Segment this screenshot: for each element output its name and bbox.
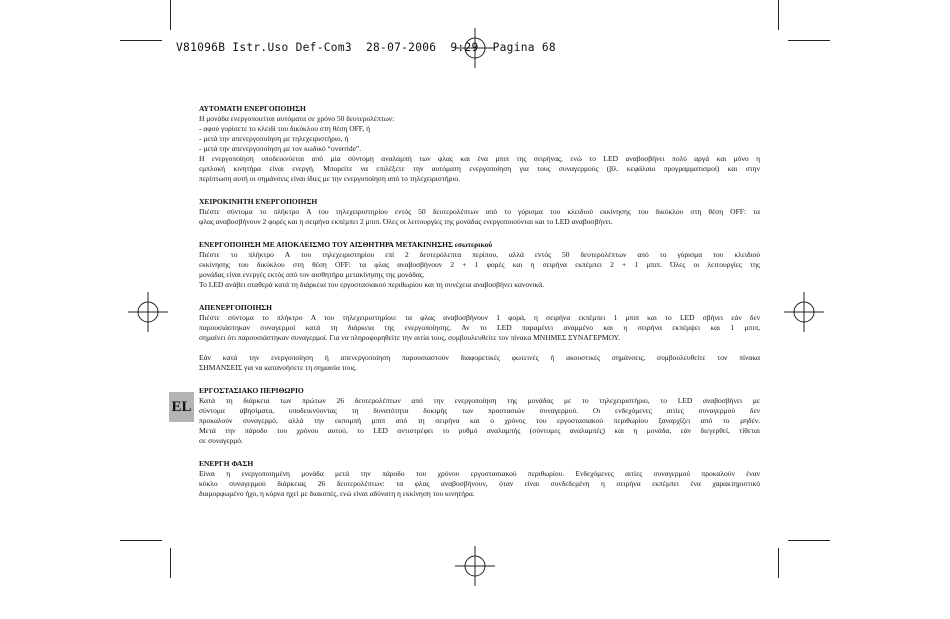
- text-line: Εάν κατά την ενεργοποίηση ή απενεργοποίηση παρουσιαστούν διαφορετικές φωτεινές ή ακουστικές σημάνσεις, συμβουλευθείτε τον πίνακα: [199, 353, 760, 362]
- registration-mark-bottom: [455, 546, 495, 586]
- section-title: ΕΝΕΡΓΗ ΦΑΣΗ: [199, 459, 254, 468]
- text-line: περίπτωση αυτή οι σημάνσεις είναι ίδιες με την ενεργοποίηση από το τηλεχειριστήριο.: [199, 174, 461, 183]
- crop-mark-bottom-right-h: [788, 540, 830, 541]
- crop-mark-bottom-left-v: [170, 548, 171, 578]
- text-line: σημαίνει ότι παρουσιάστηκαν συναγερμοί. Για να πληροφορηθείτε την αιτία τους, συμβουλευθείτε τον πίνακα ΜΝΗΜΕΣ ΣΥΝΑΓΕΡΜΟΥ.: [199, 333, 620, 342]
- section-deactivation: [199, 303, 760, 373]
- document-body: [199, 104, 760, 512]
- text-line: Πιέστε σύντομα το πλήκτρο A του τηλεχειριστηρίου εντός 50 δευτερολέπτων από το γύρισμα του κλειδιού εκκίνησης του δικύκλου στη θέση OFF: τα: [199, 207, 760, 216]
- text-line: Η ενεργοποίηση υποδεικνύεται από μία σύντομη αναλαμπή των φλας και ένα μπιπ της σειρήνας, ενώ το LED αναβοσβήνει πολύ αργά και μόνο η: [199, 154, 760, 163]
- text-line: κύκλο συναγερμού διάρκειας 26 δευτερολέπτων: τα φλας αναβοσβήνουν, όταν είναι συνδεδεμένη η σειρήνα εκπέμπει ένα χαρακτηριστικό: [199, 479, 760, 488]
- section-factory-margin: [199, 386, 760, 446]
- language-tab: EL: [169, 392, 194, 422]
- text-line: Το LED ανάβει σταθερά κατά τη διάρκεια του εργοστασιακού περιθωρίου και τη συνέχεια αναβοσβήνει κανονικά.: [199, 280, 545, 289]
- section-title: ΑΥΤΟΜΑΤΗ ΕΝΕΡΓΟΠΟΙΗΣΗ: [199, 104, 306, 113]
- registration-mark-left: [128, 292, 168, 332]
- section-title: ΕΝΕΡΓΟΠΟΙΗΣΗ ΜΕ ΑΠΟΚΛΕΙΣΜΟ ΤΟΥ ΑΙΣΘΗΤΗΡΑ ΜΕΤΑΚΙΝΗΣΗΣ εσωτερικού: [199, 240, 493, 249]
- text-line: Πιέστε σύντομα το πλήκτρο A του τηλεχειριστηρίου: τα φλας αναβοσβήνουν 1 φορά, η σειρήνα εκπέμπει 1 μπιπ και το LED σβήνει εάν δεν: [199, 313, 760, 322]
- text-line: μονάδας είναι ενεργές εκτός από τον αισθητήρα μετακίνησης της μονάδας.: [199, 270, 425, 279]
- spacer: [199, 343, 760, 353]
- text-line: Κατά τη διάρκεια των πρώτων 26 δευτερολέπτων από την ενεργοποίηση της μονάδας με το τηλεχειριστήριο, το LED αναβοσβήνει με: [199, 396, 760, 405]
- text-line: Η μονάδα ενεργοποιείται αυτόματα σε χρόνο 50 δευτερολέπτων:: [199, 114, 395, 123]
- crop-mark-bottom-right-v: [778, 548, 779, 578]
- text-line: ΣΗΜΑΝΣΕΙΣ για να κατανοήσετε τη σημασία τους.: [199, 363, 358, 372]
- list-item: - μετά την απενεργοποίηση με τηλεχειριστήριο, ή: [199, 134, 349, 143]
- text-line: Είναι η ενεργοποιημένη μονάδα μετά την πάροδο του χρόνου εργοστασιακού περιθωρίου. Ενδεχόμενες αιτίες συναγερμού προκαλούν έναν: [199, 469, 760, 478]
- list-item: - μετά την απενεργοποίηση με τον κωδικό “override”.: [199, 144, 362, 153]
- list-item: - αφού γυρίσετε το κλειδί του δικύκλου στη θέση OFF, ή: [199, 124, 371, 133]
- section-title: ΑΠΕΝΕΡΓΟΠΟΙΗΣΗ: [199, 303, 273, 312]
- crop-mark-top-left-h: [120, 40, 162, 41]
- registration-mark-right: [784, 292, 824, 332]
- section-title: ΕΡΓΟΣΤΑΣΙΑΚΟ ΠΕΡΙΘΩΡΙΟ: [199, 386, 304, 395]
- text-line: Πιέστε το πλήκτρο A του τηλεχειριστηρίου επί 2 δευτερόλεπτα περίπου, αλλά εντός 50 δευτερολέπτων από το γύρισμα του κλειδιού: [199, 250, 760, 259]
- text-line: διαμορφωμένο ήχο, η κόρνα ηχεί με διακοπές, ενώ είναι αδύνατη η εκκίνηση του κινητήρα.: [199, 489, 475, 498]
- crop-mark-bottom-left-h: [120, 540, 162, 541]
- text-line: εμπλοκή κινητήρα είναι ενεργή. Μπορείτε να επιλέξετε την αυτόματη ενεργοποίηση για τους συναγερμούς (βλ. κεφάλαιο προγραμματισμοί) και στην: [199, 164, 760, 173]
- section-title: ΧΕΙΡΟΚΙΝΗΤΗ ΕΝΕΡΓΟΠΟΙΗΣΗ: [199, 197, 318, 206]
- text-line: παρουσιάστηκαν συναγερμοί κατά τη διάρκεια της ενεργοποίησης. Αν το LED παραμένει αναμμένο και η σειρήνα εκπέμψει και 1 μπιπ,: [199, 323, 760, 332]
- text-line: Μετά την πάροδο του χρόνου αυτού, το LED αντιστρέφει το ρυθμό αναλαμπής (σύντομες αναλαμπές) και η μονάδα, εάν διεγερθεί, τίθεται: [199, 426, 760, 435]
- section-activation-sensor-excluded: [199, 240, 760, 290]
- crop-mark-top-right-v: [778, 0, 779, 30]
- section-manual-activation: [199, 197, 760, 227]
- crop-mark-top-left-v: [170, 0, 171, 30]
- text-line: σε συναγερμό.: [199, 436, 243, 445]
- text-line: προκαλούν συναγερμό, αλλά την εκπομπή μπιπ από τη σειρήνα και ο χρόνος του εργοστασιακού περιθωρίου ξαναρχίζει από το μηδέν.: [199, 416, 760, 425]
- text-line: εκκίνησης του δικύκλου στη θέση OFF: τα φλας αναβοσβήνουν 2 + 1 φορές και η σειρήνα εκπέμπει 2 + 1 μπιπ. Όλες οι λειτουργίες της: [199, 260, 760, 269]
- crop-mark-top-right-h: [788, 40, 830, 41]
- text-line: σύντομα αβησίματα, υποδεικνύοντας τη δυνατότητα δοκιμής των προστασιών συναγερμού. Οι ενδεχόμενες αιτίες συναγερμού δεν: [199, 406, 760, 415]
- section-automatic-activation: [199, 104, 760, 184]
- print-slug-header: V81096B Istr.Uso Def-Com3 28-07-2006 9:29 Pagina 68: [176, 41, 556, 54]
- text-line: φλας αναβοσβήνουν 2 φορές και η σειρήνα εκπέμπει 2 μπιπ. Όλες οι λειτουργίες της μονάδας ενεργοποιούνται και το LED αναβοσβήνει.: [199, 217, 613, 226]
- section-active-phase: [199, 459, 760, 499]
